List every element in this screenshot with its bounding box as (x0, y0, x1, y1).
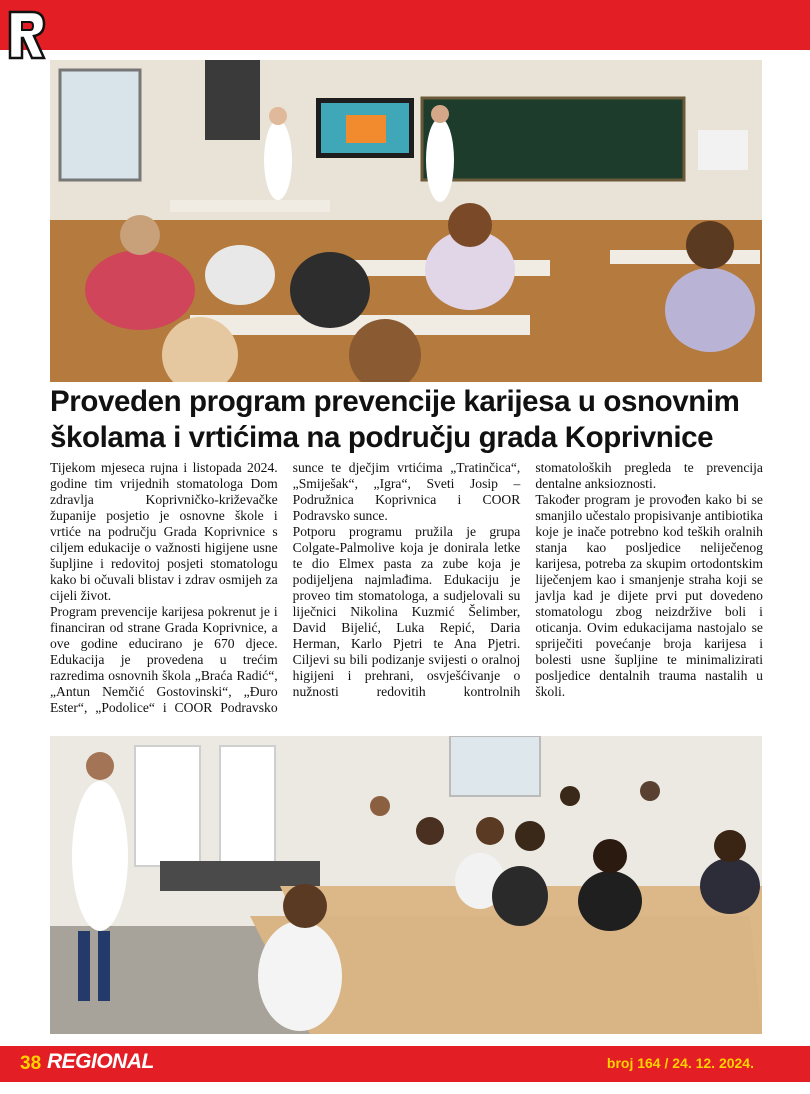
article-headline (50, 384, 770, 456)
r-logo-icon (6, 10, 46, 60)
issue-info: broj 164 / 24. 12. 2024. (606, 1055, 754, 1071)
kindergarten-lesson-photo (50, 736, 762, 1034)
article-paragraph: Potporu programu pružila je grupa Colgate-Palmolive koja je donirala letke te dio Elmex pasta za zube koja je podijeljena najmlađima. Edukaciju je proveo tim stomatologa, a sudjelovali su liječnici Nikolina Kuzmić Šelimber, David Bijelić, Luka Repić, Daria Herman, Karlo Pjetri te Ana Pjetri. Ciljevi su bili podizanje svijesti o oralnoj higijeni i prehrani, osvješćivanje o nužnosti redovitih kontrolnih stomatoloških pregleda te prevencija dentalne anksioznosti. (292, 460, 763, 699)
classroom-lesson-photo (50, 60, 762, 382)
headline-line-2: školama i vrtićima na području grada Koprivnice (50, 421, 714, 454)
article-body (50, 460, 763, 732)
header-bar (0, 0, 810, 50)
article-paragraph: Program prevencije karijesa pokrenut je i financiran od strane Grada Koprivnice, a ove godine educirano je 670 djece. Edukacija je provedena u trećim razredima osnovnih škola „Braća Radić“, „Antun Nemčić Gostovinski“, „Đuro Ester“, „Podolice“ i COOR Podravsko sunce te dječjim vrtićima „Tratinčica“, „Smiješak“, „Igra“, Sveti Josip – Podružnica Koprivnica i COOR Podravsko sunce. (50, 460, 521, 715)
headline-line-1: Proveden program prevencije karijesa u osnovnim (50, 385, 740, 418)
page-number: 38 (20, 1053, 42, 1074)
article-paragraph: Također program je provođen kako bi se smanjilo učestalo propisivanje antibiotika koje je inače potrebno kod teških oralnih stanja kao posljedice neliječenog karijesa, potreba za skupim ortodontskim liječenjem kao i smanjenje straha koji se javlja kad je dijete prvi put dovedeno stomatologu zbog neizdržive boli i oticanja. Ovim edukacijama nastojalo se spriječiti povećanje broja karijesa i bolesti usne šupljine te minimalizirati posljedice dentalnih trauma nastalih u školi. (535, 492, 763, 699)
magazine-brand: REGIONAL (47, 1050, 154, 1073)
article-paragraph: Tijekom mjeseca rujna i listopada 2024. godine tim vrijednih stomatologa Dom zdravlja Koprivničko-križevačke županije posjetio je osnovne škole i vrtiće na području Grada Koprivnice s ciljem edukacije o važnosti higijene usne šupljine i redovitoj posjeti stomatologu kako bi očuvali blistav i zdrav osmijeh za cijeli život. (50, 460, 278, 603)
